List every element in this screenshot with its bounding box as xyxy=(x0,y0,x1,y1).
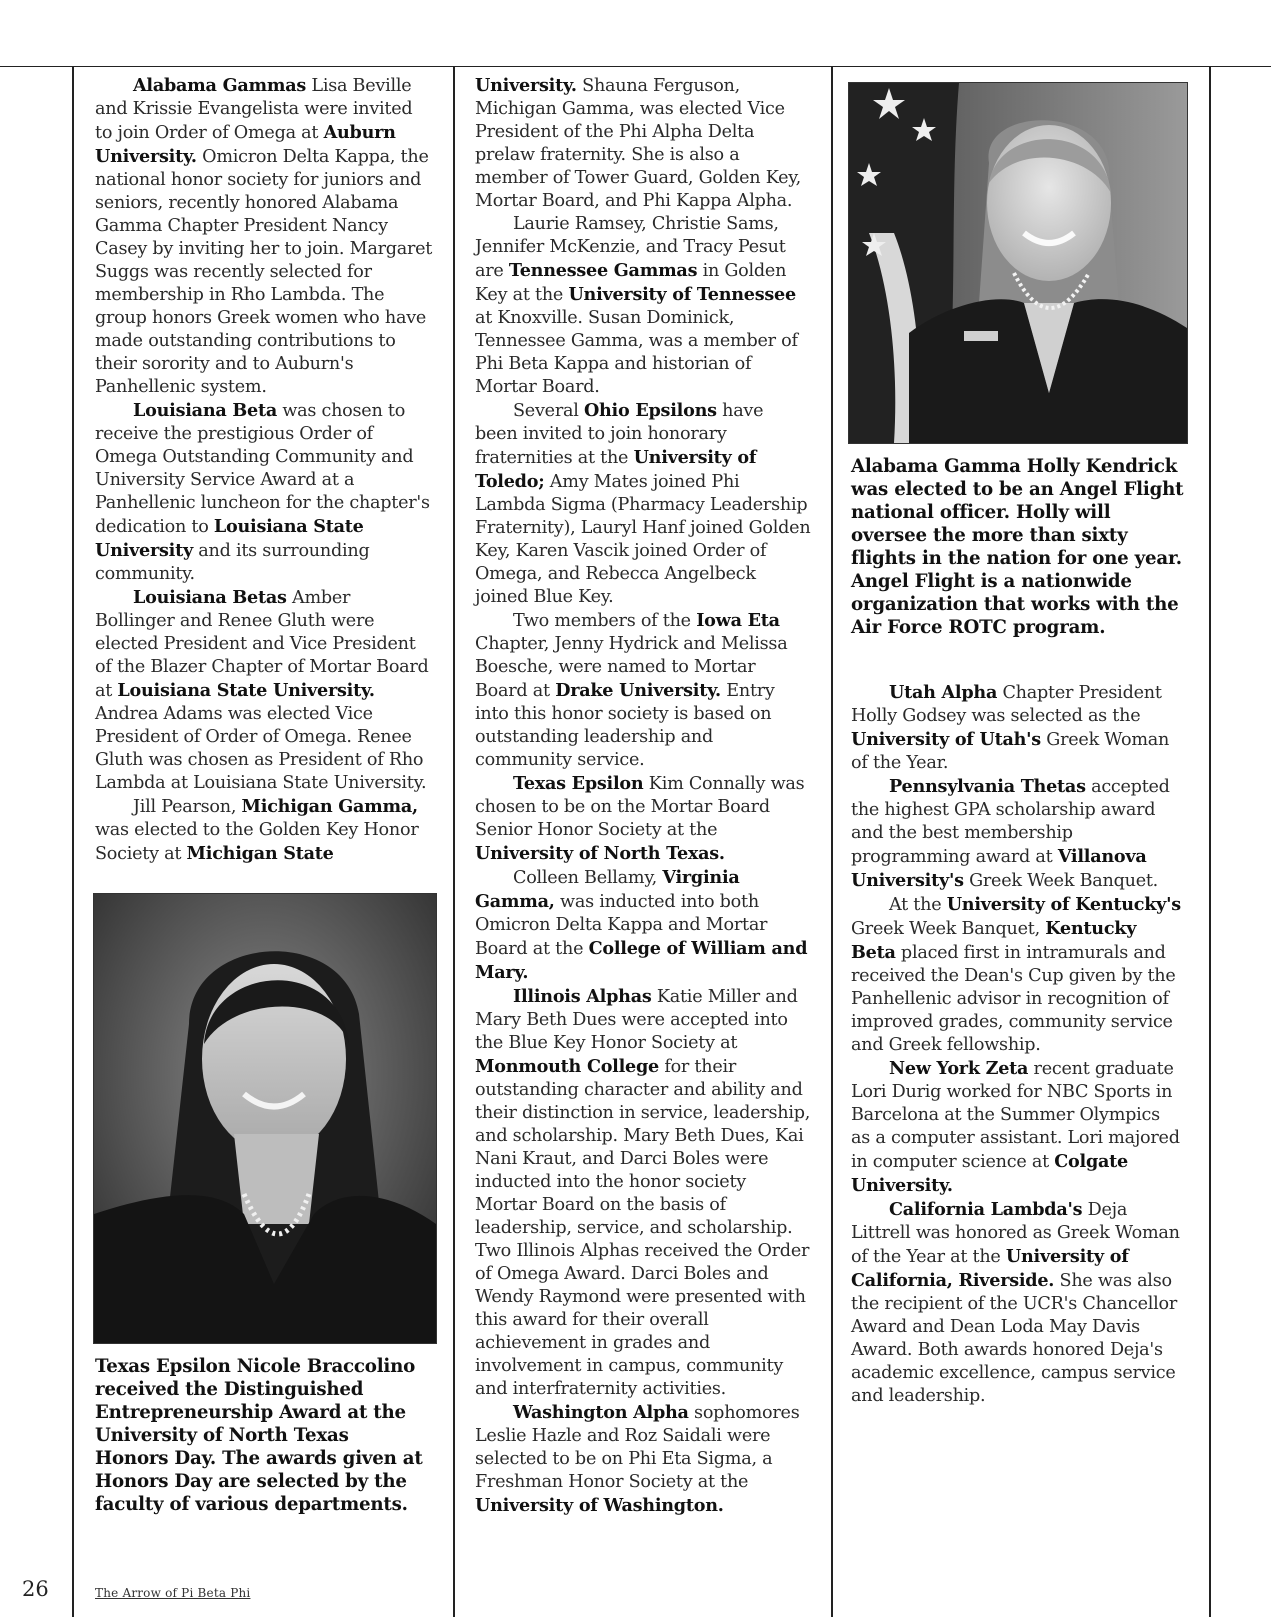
bold-text: University of Toledo; xyxy=(475,447,757,492)
paragraph xyxy=(475,399,811,609)
bold-text: Ohio Epsilons xyxy=(583,400,717,421)
paragraph xyxy=(95,795,433,866)
text: Greek Week Banquet, xyxy=(851,919,1046,939)
bold-text: University of Washington. xyxy=(475,1495,724,1516)
text: Colleen Bellamy, xyxy=(513,868,663,888)
column-rule-1 xyxy=(72,66,74,1617)
text: Several xyxy=(513,401,584,421)
paragraph xyxy=(475,772,811,866)
column-1-text xyxy=(95,74,433,866)
bold-text: Texas Epsilon xyxy=(513,773,644,794)
paragraph xyxy=(475,985,811,1401)
paragraph xyxy=(475,213,811,399)
bold-text: Drake University. xyxy=(555,680,721,701)
paragraph xyxy=(851,681,1183,775)
text: was chosen to receive the prestigious Order of Omega Outstanding Community and University Service Award at a Panhellenic luncheon for the chapter's dedication to xyxy=(95,401,430,537)
paragraph xyxy=(95,586,433,795)
text: was elected to the Golden Key Honor Society at xyxy=(95,820,419,864)
bold-text: Auburn University. xyxy=(95,122,396,167)
paragraph xyxy=(851,1057,1183,1198)
caption-photo-1: Texas Epsilon Nicole Braccolino received the Distinguished Entrepreneurship Award at the University of North Texas Honors Day. The awards given at Honors Day are selected by the faculty of various departments. xyxy=(95,1356,423,1515)
text: at Knoxville. Susan Dominick, Tennessee Gamma, was a member of Phi Beta Kappa and historian of Mortar Board. xyxy=(475,308,798,397)
photo-holly-kendrick xyxy=(848,82,1188,444)
text: Laurie Ramsey, Christie Sams, Jennifer McKenzie, and Tracy Pesut are xyxy=(475,214,786,281)
bold-text: Michigan Gamma, xyxy=(241,796,418,817)
bold-text: Pennsylvania Thetas xyxy=(889,776,1086,797)
paragraph xyxy=(95,399,433,586)
bold-text: California Lambda's xyxy=(889,1199,1083,1220)
caption-photo-2: Alabama Gamma Holly Kendrick was elected to be an Angel Flight national officer. Holly will oversee the more than sixty flights in the nation for one year. Angel Flight is a nationwide organization that works with the Air Force ROTC program. xyxy=(851,456,1184,638)
text: At the xyxy=(889,895,947,915)
bold-text: Utah Alpha xyxy=(889,682,998,703)
bold-text: University of California, Riverside. xyxy=(851,1246,1129,1291)
bold-text: New York Zeta xyxy=(889,1058,1029,1079)
bold-text: University of North Texas. xyxy=(475,843,725,864)
bold-text: Louisiana Beta xyxy=(133,400,277,421)
column-rule-3 xyxy=(831,66,833,1617)
text: Greek Woman of the Year. xyxy=(851,730,1170,773)
paragraph xyxy=(851,893,1183,1057)
text: Andrea Adams was elected Vice President of Order of Omega. Renee Gluth was chosen as President of Rho Lambda at Louisiana State University. xyxy=(95,704,427,793)
bold-text: University of Tennessee xyxy=(568,284,796,305)
bold-text: Tennessee Gammas xyxy=(508,260,698,281)
bold-text: Kentucky Beta xyxy=(851,918,1137,963)
text: Deja Littrell was honored as Greek Woman of the Year at the xyxy=(851,1200,1180,1267)
text: Omicron Delta Kappa, the national honor society for juniors and seniors, recently honored Alabama Gamma Chapter President Nancy Casey by inviting her to join. Margaret Suggs was recently selected for membership in Rho Lambda. The group honors Greek women who have made outstanding contributions to their sorority and to Auburn's Panhellenic system. xyxy=(95,147,433,397)
paragraph xyxy=(475,1401,811,1518)
bold-text: Louisiana Betas xyxy=(133,587,287,608)
bold-text: University of Utah's xyxy=(851,729,1041,750)
bold-text: Washington Alpha xyxy=(513,1402,689,1423)
text: Jill Pearson, xyxy=(133,797,242,817)
column-rule-2 xyxy=(453,66,455,1617)
bold-text: Villanova University's xyxy=(851,846,1147,891)
text: placed first in intramurals and received the Dean's Cup given by the Panhellenic advisor in recognition of improved grades, community service and Greek fellowship. xyxy=(851,943,1176,1055)
text: sophomores Leslie Hazle and Roz Saidali were selected to be on Phi Eta Sigma, a Freshman Honor Society at the xyxy=(475,1403,800,1492)
text: Entry into this honor society is based on outstanding leadership and community service. xyxy=(475,681,775,770)
column-rule-4 xyxy=(1209,66,1211,1617)
paragraph xyxy=(851,1198,1183,1408)
text: in Golden Key at the xyxy=(475,261,787,305)
text: Amber Bollinger and Renee Gluth were elected President and Vice President of the Blazer Chapter of Mortar Board at xyxy=(95,588,429,701)
paragraph xyxy=(851,775,1183,893)
column-3-text xyxy=(851,681,1183,1408)
bold-text: College of William and Mary. xyxy=(475,938,808,983)
photo-nicole-braccolino xyxy=(93,893,437,1344)
bold-text: Louisiana State University xyxy=(95,516,364,561)
bold-text: Alabama Gammas xyxy=(133,75,307,96)
footer-publication-title: The Arrow of Pi Beta Phi xyxy=(95,1586,251,1600)
text: and its surrounding community. xyxy=(95,541,370,584)
text: Chapter President Holly Godsey was selected as the xyxy=(851,683,1162,726)
text: Amy Mates joined Phi Lambda Sigma (Pharmacy Leadership Fraternity), Lauryl Hanf joined Golden Key, Karen Vascik joined Order of Omega, and Rebecca Angelbeck joined Blue Key. xyxy=(475,472,811,607)
bold-text: University of Kentucky's xyxy=(946,894,1181,915)
text: Chapter, Jenny Hydrick and Melissa Boesche, were named to Mortar Board at xyxy=(475,634,788,701)
paragraph xyxy=(95,74,433,399)
text: Kim Connally was chosen to be on the Mortar Board Senior Honor Society at the xyxy=(475,774,805,840)
bold-text: Colgate University. xyxy=(851,1151,1128,1196)
bold-text: Michigan State xyxy=(186,843,334,864)
text: have been invited to join honorary fraternities at the xyxy=(475,401,764,468)
bold-text: Illinois Alphas xyxy=(513,986,652,1007)
paragraph xyxy=(475,866,811,985)
bold-text: Virginia Gamma, xyxy=(475,867,740,912)
bold-text: Iowa Eta xyxy=(696,610,780,631)
text: recent graduate Lori Durig worked for NBC Sports in Barcelona at the Summer Olympics as a computer assistant. Lori majored in computer science at xyxy=(851,1059,1180,1172)
text: Lisa Beville and Krissie Evangelista were invited to join Order of Omega at xyxy=(95,76,413,143)
bold-text: Monmouth College xyxy=(475,1056,659,1077)
column-2-text xyxy=(475,74,811,1518)
text: Greek Week Banquet. xyxy=(963,871,1159,891)
bold-text: University. xyxy=(475,75,577,96)
text: Katie Miller and Mary Beth Dues were accepted into the Blue Key Honor Society at xyxy=(475,987,798,1053)
text: Two members of the xyxy=(513,611,697,631)
top-band xyxy=(0,0,1271,67)
text: was inducted into both Omicron Delta Kappa and Mortar Board at the xyxy=(475,892,768,959)
paragraph xyxy=(475,609,811,772)
text: She was also the recipient of the UCR's Chancellor Award and Dean Loda May Davis Award. Both awards honored Deja's academic excellence, campus service and leadership. xyxy=(851,1271,1177,1406)
text: accepted the highest GPA scholarship award and the best membership programming award at xyxy=(851,777,1170,867)
paragraph xyxy=(475,74,811,213)
page-number: 26 xyxy=(22,1577,49,1601)
bold-text: Louisiana State University. xyxy=(117,680,375,701)
text: for their outstanding character and ability and their distinction in service, leadership, and scholarship. Mary Beth Dues, Kai Nani Kraut, and Darci Boles were inducted into the honor society Mortar Board on the basis of leadership, service, and scholarship. Two Illinois Alphas received the Order of Omega Award. Darci Boles and Wendy Raymond were presented with this award for their overall achievement in grades and involvement in campus, community and interfraternity activities. xyxy=(475,1057,811,1399)
text: Shauna Ferguson, Michigan Gamma, was elected Vice President of the Phi Alpha Delta prelaw fraternity. She is also a member of Tower Guard, Golden Key, Mortar Board, and Phi Kappa Alpha. xyxy=(475,76,801,211)
